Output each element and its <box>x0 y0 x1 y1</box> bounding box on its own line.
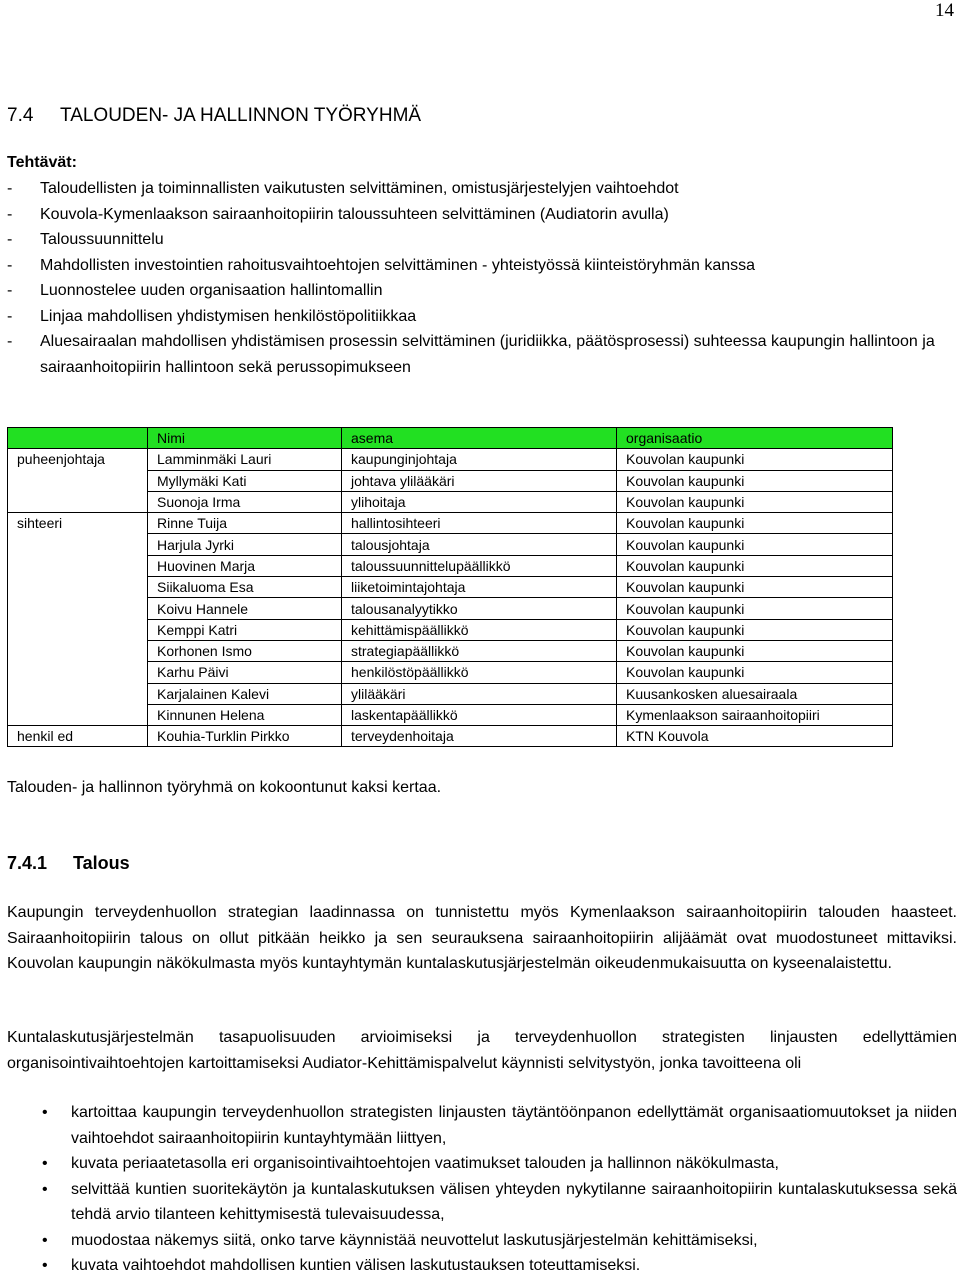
table-row <box>8 577 893 598</box>
cell-name: Rinne Tuija <box>148 513 342 534</box>
paragraph-1: Kaupungin terveydenhuollon strategian laadinnassa on tunnistettu myös Kymenlaakson sairaanhoitopiirin talouden haasteet. Sairaanhoitopiirin talous on ollut pitkään heikko ja sen seurauksena sairaanhoitopiirin alijäämät ovat muodostuneet mittaviksi. Kouvolan kaupungin näkökulmasta myös kuntayhtymän kuntalaskutusjärjestelmän oikeudenmukaisuutta on kyseenalaistettu. <box>7 904 957 972</box>
cell-organisation: Kouvolan kaupunki <box>617 598 893 619</box>
cell-role <box>8 534 148 555</box>
header-cell-name: Nimi <box>148 428 342 449</box>
cell-position: talousjohtaja <box>342 534 617 555</box>
cell-position: laskentapäällikkö <box>342 704 617 725</box>
cell-name: Korhonen Ismo <box>148 640 342 661</box>
cell-organisation: KTN Kouvola <box>617 726 893 747</box>
cell-position: kehittämispäällikkö <box>342 619 617 640</box>
header-cell-role <box>8 428 148 449</box>
list-item: • selvittää kuntien suoritekäytön ja kuntalaskutuksen välisen yhteyden nykytilanne sairaanhoitopiirin kuntalaskutuksessa sekä tehdä arvio tilanteen kehittymisestä tulevaisuudessa, <box>7 1177 957 1228</box>
subsection-title: Talous <box>73 853 130 873</box>
cell-role <box>8 555 148 576</box>
cell-role <box>8 491 148 512</box>
cell-position: ylihoitaja <box>342 491 617 512</box>
meetings-text: Talouden- ja hallinnon työryhmä on kokoontunut kaksi kertaa. <box>7 779 442 796</box>
cell-name: Kinnunen Helena <box>148 704 342 725</box>
cell-name: Koivu Hannele <box>148 598 342 619</box>
cell-name: Huovinen Marja <box>148 555 342 576</box>
cell-position: ylilääkäri <box>342 683 617 704</box>
bullet-icon: • <box>42 1104 48 1121</box>
cell-name: Kemppi Katri <box>148 619 342 640</box>
cell-role <box>8 662 148 683</box>
list-item: • kuvata periaatetasolla eri organisointivaihtoehtojen vaatimukset talouden ja hallinnon näkökulmasta, <box>7 1151 957 1177</box>
table-row <box>8 704 893 725</box>
section-number: 7.4 <box>7 105 34 126</box>
cell-position: terveydenhoitaja <box>342 726 617 747</box>
cell-organisation: Kouvolan kaupunki <box>617 513 893 534</box>
table-row <box>8 726 893 747</box>
table-row <box>8 640 893 661</box>
goals-list <box>7 1100 957 1279</box>
table-row <box>8 534 893 555</box>
list-item: • kartoittaa kaupungin terveydenhuollon strategisten linjausten täytäntöönpanon edellyttämät organisaatiomuutokset ja niiden vaihtoehdot sairaanhoitopiirin kuntayhtymään liittyen, <box>7 1100 957 1151</box>
task-item: - Aluesairaalan mahdollisen yhdistämisen prosessin selvittäminen (juridiikka, päätösprosessi) suhteessa kaupungin hallintoon ja sairaanhoitopiirin hallintoon sekä perussopimukseen <box>7 333 935 376</box>
cell-name: Kouhia-Turklin Pirkko <box>148 726 342 747</box>
table-row <box>8 598 893 619</box>
table-row <box>8 619 893 640</box>
cell-organisation: Kouvolan kaupunki <box>617 577 893 598</box>
cell-name: Harjula Jyrki <box>148 534 342 555</box>
cell-role: puheenjohtaja <box>8 449 148 470</box>
cell-organisation: Kouvolan kaupunki <box>617 640 893 661</box>
section-title: TALOUDEN- JA HALLINNON TYÖRYHMÄ <box>60 105 422 126</box>
tasks-label: Tehtävät: <box>7 154 77 171</box>
task-item: - Taloudellisten ja toiminnallisten vaikutusten selvittäminen, omistusjärjestelyjen vaihtoehdot <box>7 180 679 197</box>
cell-name: Siikaluoma Esa <box>148 577 342 598</box>
cell-name: Karjalainen Kalevi <box>148 683 342 704</box>
task-item: - Luonnostelee uuden organisaation hallintomallin <box>7 282 383 299</box>
cell-organisation: Kouvolan kaupunki <box>617 491 893 512</box>
cell-role <box>8 470 148 491</box>
members-table <box>7 427 893 747</box>
bullet-icon: • <box>42 1231 48 1249</box>
cell-organisation: Kymenlaakson sairaanhoitopiiri <box>617 704 893 725</box>
cell-position: talousanalyytikko <box>342 598 617 619</box>
cell-organisation: Kouvolan kaupunki <box>617 619 893 640</box>
cell-role <box>8 704 148 725</box>
table-row <box>8 555 893 576</box>
cell-role <box>8 640 148 661</box>
task-item: - Linjaa mahdollisen yhdistymisen henkilöstöpolitiikkaa <box>7 307 417 325</box>
cell-name: Lamminmäki Lauri <box>148 449 342 470</box>
header-cell-organisation: organisaatio <box>617 428 893 449</box>
list-item: • kuvata vaihtoehdot mahdollisen kuntien välisen laskutustauksen toteuttamiseksi. <box>7 1253 957 1279</box>
section-heading <box>7 104 421 128</box>
cell-position: johtava ylilääkäri <box>342 470 617 491</box>
members-table-body <box>8 449 893 747</box>
page-number: 14 <box>935 0 954 21</box>
cell-role: sihteeri <box>8 513 148 534</box>
cell-role <box>8 619 148 640</box>
list-item: • muodostaa näkemys siitä, onko tarve käynnistää neuvottelut laskutusjärjestelmän kehittämiseksi, <box>7 1228 957 1254</box>
table-row <box>8 683 893 704</box>
cell-name: Myllymäki Kati <box>148 470 342 491</box>
tasks-list <box>7 176 952 380</box>
cell-position: liiketoimintajohtaja <box>342 577 617 598</box>
header-cell-position: asema <box>342 428 617 449</box>
cell-role <box>8 598 148 619</box>
cell-name: Karhu Päivi <box>148 662 342 683</box>
task-item: - Kouvola-Kymenlaakson sairaanhoitopiirin taloussuhteen selvittäminen (Audiatorin avulla) <box>7 205 669 223</box>
bullet-icon: • <box>42 1257 48 1274</box>
table-row <box>8 513 893 534</box>
table-row <box>8 662 893 683</box>
cell-organisation: Kouvolan kaupunki <box>617 555 893 576</box>
table-row <box>8 449 893 470</box>
cell-organisation: Kouvolan kaupunki <box>617 470 893 491</box>
table-row <box>8 491 893 512</box>
subsection-heading <box>7 851 130 875</box>
cell-position: taloussuunnittelupäällikkö <box>342 555 617 576</box>
cell-role: henkil ed <box>8 726 148 747</box>
cell-role <box>8 577 148 598</box>
paragraph-2: Kuntalaskutusjärjestelmän tasapuolisuuden arvioimiseksi ja terveydenhuollon strategisten linjausten edellyttämien organisointivaihtoehtojen kartoittamiseksi Audiator-Kehittämispalvelut käynnisti selvitystyön, jonka tavoitteena oli <box>7 1029 957 1072</box>
table-header-row <box>8 428 893 449</box>
cell-position: hallintosihteeri <box>342 513 617 534</box>
cell-organisation: Kouvolan kaupunki <box>617 534 893 555</box>
cell-organisation: Kouvolan kaupunki <box>617 449 893 470</box>
cell-role <box>8 683 148 704</box>
cell-name: Suonoja Irma <box>148 491 342 512</box>
bullet-icon: • <box>42 1180 48 1198</box>
cell-organisation: Kouvolan kaupunki <box>617 662 893 683</box>
cell-position: kaupunginjohtaja <box>342 449 617 470</box>
subsection-number: 7.4.1 <box>7 853 48 873</box>
cell-organisation: Kuusankosken aluesairaala <box>617 683 893 704</box>
cell-position: strategiapäällikkö <box>342 640 617 661</box>
bullet-icon: • <box>42 1155 48 1172</box>
table-row <box>8 470 893 491</box>
task-item: - Mahdollisten investointien rahoitusvaihtoehtojen selvittäminen - yhteistyössä kiinteistöryhmän kanssa <box>7 256 756 274</box>
task-item: - Taloussuunnittelu <box>7 231 164 248</box>
cell-position: henkilöstöpäällikkö <box>342 662 617 683</box>
